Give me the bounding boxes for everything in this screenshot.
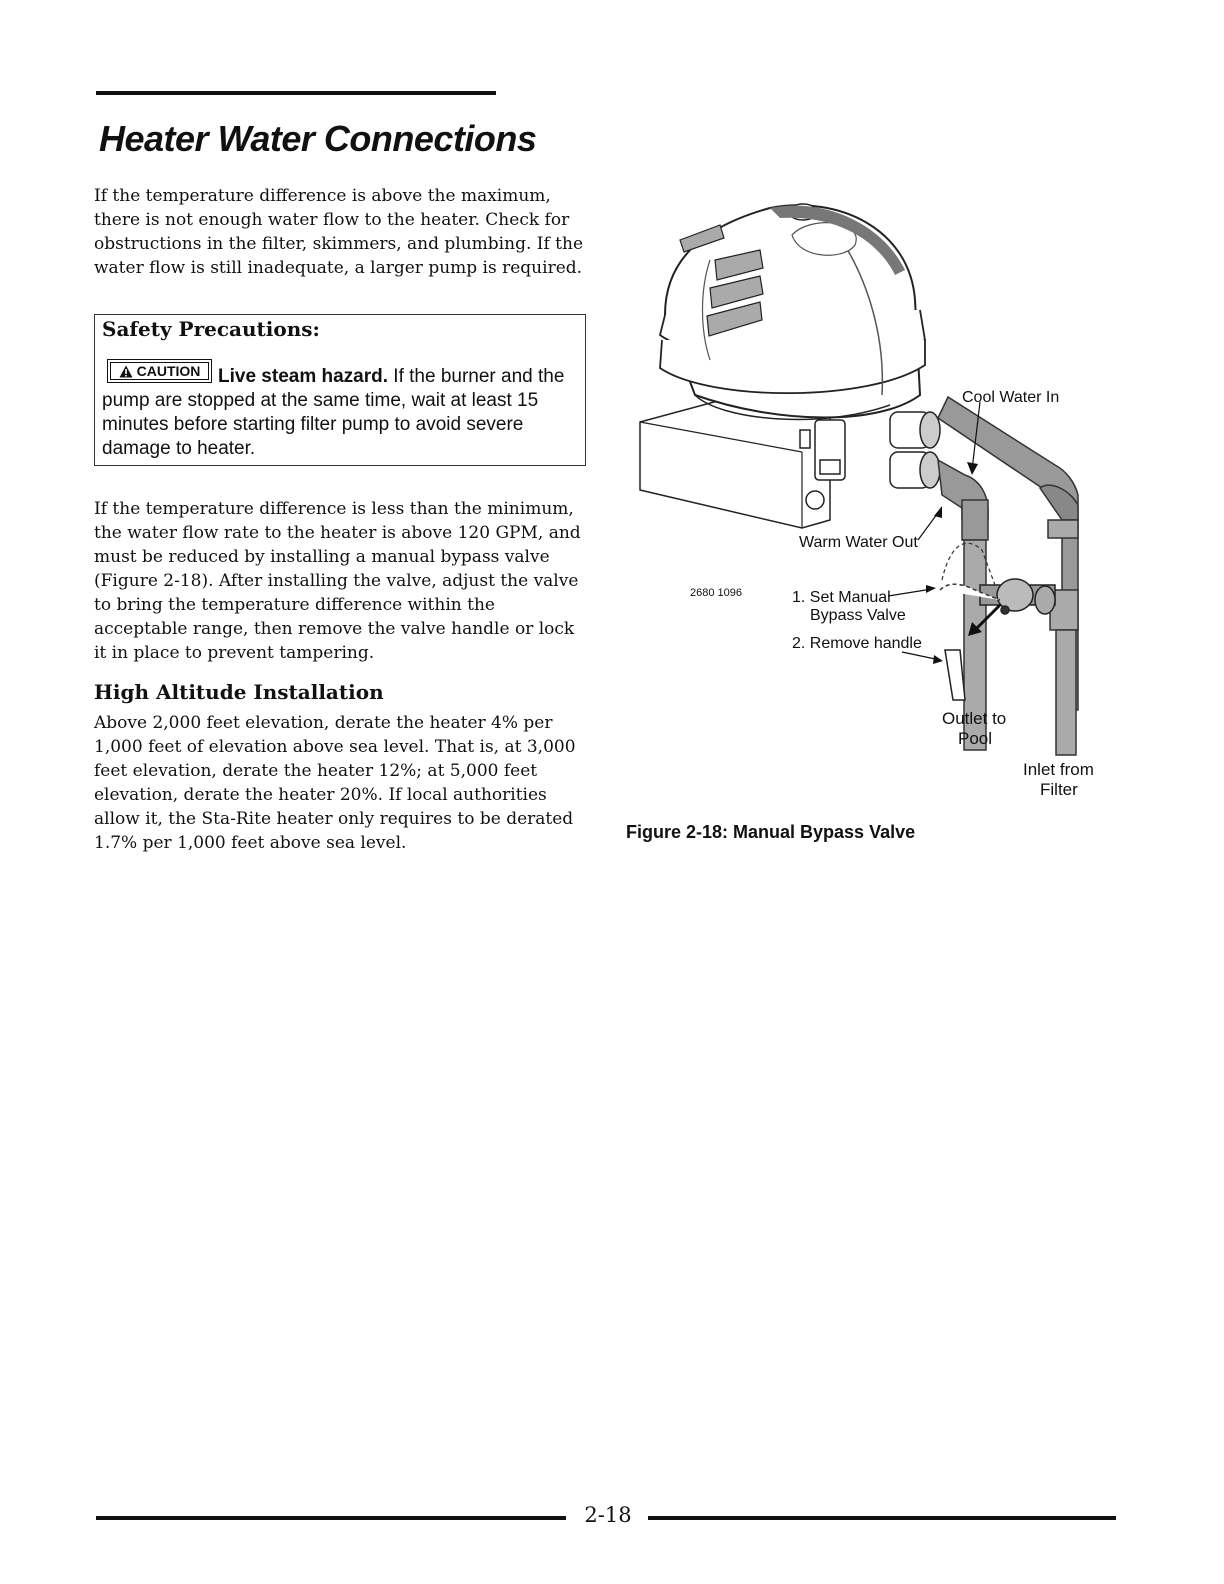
label-inlet-2: Filter	[1040, 780, 1078, 799]
label-inlet-1: Inlet from	[1023, 760, 1094, 779]
label-set-bypass-valve-1: 1. Set Manual	[792, 589, 891, 606]
pipe-connections	[890, 412, 940, 488]
page-title: Heater Water Connections	[99, 118, 537, 159]
removed-handle	[945, 650, 965, 700]
label-outlet-1: Outlet to	[942, 709, 1007, 728]
safety-title: Safety Precautions:	[102, 317, 320, 341]
paragraph-flow-inadequate: If the temperature difference is above the maximum, there is not enough water flow to the heater. Check for obstructions in the filter, skimmers, and plumbing. If the water flow is still inadequate, a larger pump is required.	[94, 186, 584, 278]
inlet-pipe	[938, 397, 1078, 755]
paragraph-bypass-valve: If the temperature difference is less than the minimum, the water flow rate to the heater is above 120 GPM, and must be reduced by installing a manual bypass valve (Figure 2-18). After installing the valve, adjust the valve to bring the temperature difference within the acceptable range, then remove the valve handle or lock it in place to prevent tampering.	[94, 499, 581, 663]
bypass-valve-figure	[620, 190, 1140, 810]
hazard-description: If the burner and the pump are stopped at the same time, wait at least 15 minutes before starting filter pump to avoid severe damage to heater.	[102, 366, 565, 459]
section-heading-high-altitude: High Altitude Installation	[94, 680, 384, 704]
drawing-number: 2680 1096	[690, 587, 742, 599]
label-remove-handle: 2. Remove handle	[792, 635, 922, 652]
label-set-bypass-valve-2: Bypass Valve	[810, 607, 906, 624]
footer-rule-left	[96, 1516, 566, 1520]
figure-caption: Figure 2-18: Manual Bypass Valve	[626, 822, 916, 842]
hazard-title: Live steam hazard.	[218, 366, 389, 387]
heater-illustration	[620, 190, 1140, 810]
label-warm-water-out: Warm Water Out	[799, 534, 918, 551]
page-number: 2-18	[584, 1503, 632, 1527]
safety-text	[102, 365, 584, 461]
top-rule	[96, 91, 496, 95]
footer-rule-right	[648, 1516, 1116, 1520]
label-cool-water-in: Cool Water In	[962, 389, 1060, 406]
caution-label: CAUTION	[136, 363, 201, 379]
paragraph-high-altitude: Above 2,000 feet elevation, derate the heater 4% per 1,000 feet of elevation above sea level. That is, at 3,000 feet elevation, derate the heater 12%; at 5,000 feet elevation, derate the heater 20%. If local authorities allow it, the Sta-Rite heater only requires to be derated 1.7% per 1,000 feet above sea level.	[94, 713, 576, 853]
label-outlet-2: Pool	[958, 729, 993, 748]
safety-precautions-box	[94, 314, 586, 466]
